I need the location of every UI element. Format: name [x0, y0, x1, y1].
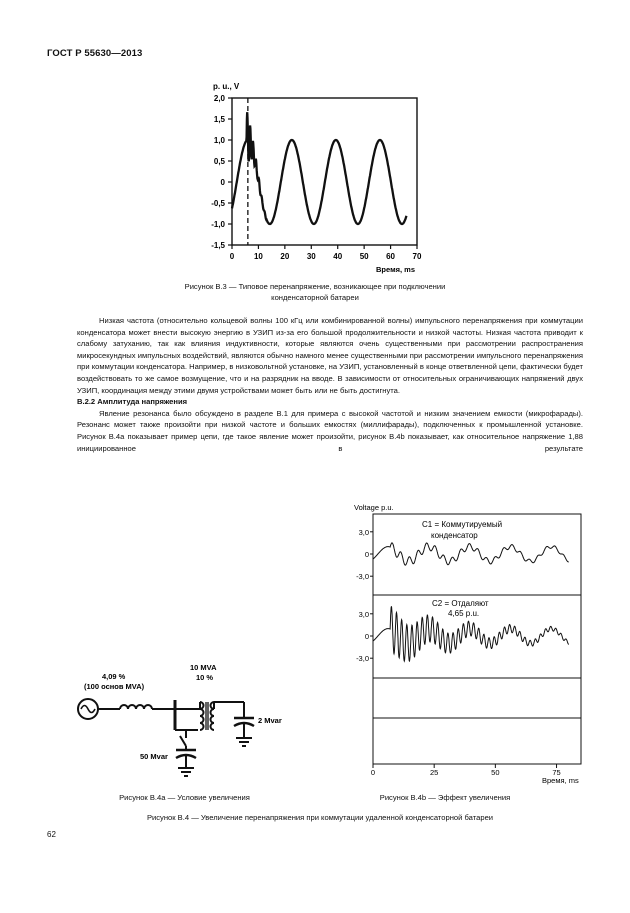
b4b-x-label: Время, ms	[542, 776, 579, 785]
b4a-impedance-label: 4,09 %	[102, 672, 126, 681]
b3-y-tick-label: -1,0	[211, 220, 225, 229]
inductor-icon	[120, 705, 152, 709]
subheading-b22: В.2.2 Амплитуда напряжения	[77, 397, 188, 407]
b3-y-tick-label: 1,5	[213, 115, 225, 124]
b3-y-tick-label: 2,0	[213, 94, 225, 103]
b3-x-tick-label: 20	[280, 252, 290, 261]
b4a-base-label: (100 основ MVA)	[84, 682, 145, 691]
b4b-y-tick-label: 3,0	[358, 527, 369, 537]
b3-y-tick-label: -1,5	[211, 241, 225, 250]
b3-x-tick-label: 70	[412, 252, 422, 261]
figure-b4a-circuit	[72, 660, 292, 790]
b4b-x-tick-label: 0	[370, 768, 376, 777]
transformer-icon	[200, 702, 214, 730]
b4b-y-tick-label: 0	[364, 550, 369, 559]
b3-y-tick-label: -0,5	[211, 199, 225, 208]
b4b-c2-label-line2: 4,65 p.u.	[448, 609, 480, 618]
b3-y-tick-label: 0	[220, 178, 225, 187]
b4b-x-tick-label: 50	[491, 768, 500, 777]
figure-b4b-chart	[340, 500, 590, 786]
body-text	[77, 315, 583, 454]
b4a-switched-cap-label: 50 Mvar	[140, 752, 168, 761]
paragraph-1: Низкая частота (относительно кольцевой волны 100 кГц или комбинированной волны) импульсного перенапряжения при коммутации конденсатора может внести высокую энергию в УЗИП из-за его большой продолжительности и низкой частоты. Низкая частота приводит к слабому затуханию, так как влияния индуктивности, которые являются очень существенными при рассмотрении распространения микросекундных импульсных воздействий, являются обычно намного менее существенными при рассмотрении импульсного перенапряжения при коммутации конденсатора. Например, в низковольтной установке, на УЗИП, установленный в конце ответвленной цепи, фактически будет воздействовать то же самое возмущение, что и на разрядник на вводе. В зависимости от относительных ограничивающих напряжений двух УЗИП, координация между этими двумя устройствами может быть или не быть достигнута.	[77, 316, 583, 395]
b3-x-tick-label: 0	[229, 252, 235, 261]
b3-x-tick-label: 60	[386, 252, 396, 261]
b4b-c2-label-line1: C2 = Отдаляют	[432, 599, 489, 608]
b4b-x-ticks	[371, 764, 561, 777]
document-header: ГОСТ Р 55630—2013	[47, 48, 143, 59]
b3-x-tick-label: 10	[253, 252, 263, 261]
b4b-y-tick-label: -3,0	[356, 572, 369, 582]
figure-b3-caption	[130, 281, 500, 303]
b4b-c1-label-line1: C1 = Коммутируемый	[422, 520, 503, 529]
ac-source-icon	[78, 699, 98, 719]
b4b-x-tick-label: 25	[430, 768, 439, 777]
b4b-y-tick-label: 0	[364, 632, 369, 641]
b4b-y-tick-label: -3,0	[356, 654, 369, 664]
figure-b3-chart	[200, 76, 440, 278]
b4b-c1-label-line2: конденсатор	[431, 531, 478, 540]
b3-x-tick-label: 50	[359, 252, 369, 261]
figure-b3-caption-line1: Рисунок В.3 — Типовое перенапряжение, возникающее при подключении	[184, 282, 446, 291]
remote-capacitor-icon	[234, 718, 254, 746]
b3-y-tick-label: 1,0	[213, 136, 225, 145]
b3-x-tick-label: 40	[333, 252, 343, 261]
figure-b4-caption: Рисунок В.4 — Увеличение перенапряжения при коммутации удаленной конденсаторной батареи	[146, 813, 494, 822]
paragraph-2: Явление резонанса было обсуждено в разделе В.1 для примера с высокой частотой и низким значением емкости (микрофарады). Резонанс может также произойти при низкой частоте и больших емкостях (миллифарады), подключенных к промышленной установке. Рисунок В.4а показывает пример цепи, где такое явление может произойти, рисунок В.4b показывает, как относительное напряжение 1,88 инициированное в результате	[77, 408, 583, 453]
b3-x-tick-label: 30	[306, 252, 316, 261]
b4b-plot-frame	[373, 514, 581, 764]
b4b-c1-line	[373, 543, 569, 565]
b3-voltage-line	[232, 112, 406, 224]
b3-y-tick-label: 0,5	[213, 157, 225, 166]
b3-x-ticks	[230, 245, 422, 261]
b4b-x-tick-label: 75	[552, 768, 561, 777]
figure-b4b-caption: Рисунок В.4b — Эффект увеличения	[379, 793, 511, 802]
b4b-y-tick-label: 3,0	[358, 609, 369, 619]
b4a-transformer-pct-label: 10 %	[196, 673, 214, 682]
switched-capacitor-icon	[176, 750, 196, 776]
b3-y-label: p. u., V	[213, 82, 240, 91]
b4a-transformer-mva-label: 10 MVA	[190, 663, 217, 672]
figure-b3-caption-line2: конденсаторной батареи	[271, 293, 359, 302]
b4b-y-label: Voltage p.u.	[354, 503, 394, 512]
b3-y-ticks	[211, 94, 232, 250]
b4b-y-ticks	[356, 528, 373, 663]
b3-x-label: Время, ms	[376, 265, 416, 274]
page-number: 62	[47, 830, 56, 839]
b4a-remote-cap-label: 2 Mvar	[258, 716, 282, 725]
figure-b4a-caption: Рисунок В.4а — Условие увеличения	[119, 793, 250, 802]
